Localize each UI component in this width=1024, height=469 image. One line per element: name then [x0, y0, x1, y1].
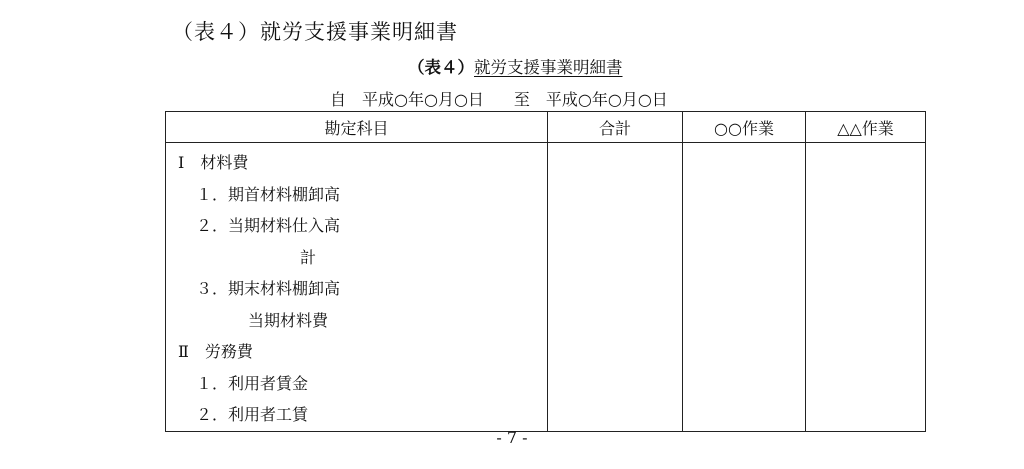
period-to-label: 至 — [513, 90, 530, 109]
header-work-a: ○○作業 — [683, 112, 806, 143]
account-item-row: Ⅱ 労務費 — [178, 342, 253, 361]
section-heading: （表４）就労支援事業明細書 — [172, 20, 458, 44]
work-a-cell — [683, 143, 806, 432]
table-title-prefix: （表４） — [408, 58, 474, 77]
account-item-row: Ⅰ 材料費 — [178, 153, 249, 172]
header-total: 合計 — [548, 112, 683, 143]
period-from-label: 自 — [330, 90, 347, 109]
table-body-row — [166, 143, 926, 432]
account-item-row: 当期材料費 — [248, 310, 329, 330]
account-item-row: ２．利用者工賃 — [196, 405, 309, 424]
business-statement-table — [165, 111, 926, 432]
header-work-b: △△作業 — [806, 112, 926, 143]
account-item-row: ２．当期材料仕入高 — [196, 216, 341, 235]
account-item-list — [166, 143, 547, 431]
total-cell — [548, 143, 683, 432]
account-item-row: １．利用者賃金 — [196, 373, 309, 393]
table-title — [408, 54, 623, 78]
account-item-row: １．期首材料棚卸高 — [196, 184, 341, 204]
table-header-row — [166, 112, 926, 143]
period-from-date: 平成○年○月○日 — [362, 90, 484, 109]
table-title-name: 就労支援事業明細書 — [474, 58, 623, 77]
period-to-date: 平成○年○月○日 — [545, 90, 668, 109]
accounting-period — [330, 87, 668, 110]
work-b-cell — [806, 143, 926, 432]
page-number: - 7 - — [496, 428, 528, 447]
account-item-row: 計 — [300, 247, 317, 267]
account-item-row: ３．期末材料棚卸高 — [196, 279, 341, 298]
header-account-item: 勘定科目 — [166, 112, 548, 143]
account-items-cell — [166, 143, 548, 432]
